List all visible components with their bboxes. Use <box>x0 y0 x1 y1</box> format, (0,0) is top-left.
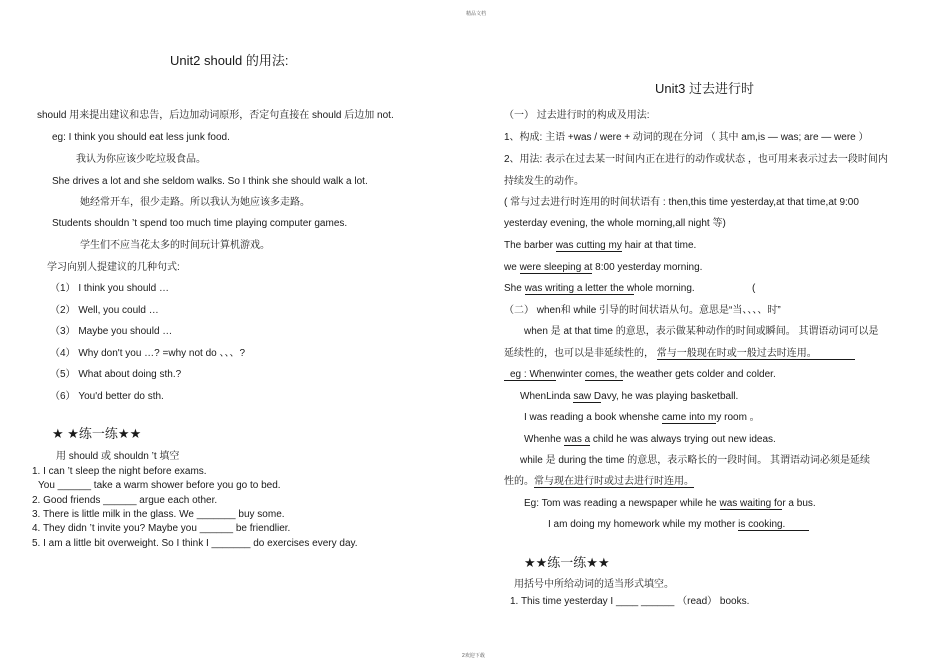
when-example-3 <box>524 411 760 424</box>
when-line-1: when 是 at that time 的意思，表示做某种动作的时间或瞬间。 其谓语动词可以是 <box>524 326 879 337</box>
example-sleeping <box>504 261 702 274</box>
underlined-text: were sleeping at <box>519 262 593 273</box>
while-line-1: while 是 during the time 的意思，表示略长的一段时间。 其谓语动词必须是延续 <box>520 455 871 466</box>
underlined-text: 常与现在进行时或过去进行时连用。 <box>534 476 694 487</box>
when-example-2 <box>520 390 738 403</box>
left-line-6: Students shouldn ’t spend too much time playing computer games. <box>52 218 348 229</box>
example-text: I am doing my homework <box>548 519 663 530</box>
example-text: The barber <box>504 240 556 251</box>
example-text: She <box>504 283 525 294</box>
left-line-13: （5） What about doing sth.? <box>50 369 182 380</box>
right-practice-1: 1. This time yesterday I ____ ______ （read） books. <box>510 596 750 607</box>
right-line-5: yesterday evening, the whole morning,all night 等) <box>504 218 726 229</box>
left-title: Unit2 should 的用法: <box>170 53 289 68</box>
left-practice-5: 5. I am a little bit overweight. So I think I _______ do exercises every day. <box>32 538 358 549</box>
example-text: I was reading a book <box>524 412 620 423</box>
example-text: hole morning. <box>634 283 695 294</box>
example-text: child he was always trying out new ideas. <box>590 434 776 445</box>
left-practice-4: 4. They didn ’t invite you? Maybe you ______ be friendlier. <box>32 523 291 534</box>
example-text: while <box>680 498 703 509</box>
left-line-10: （2） Well, you could … <box>50 305 159 316</box>
when-example-4 <box>524 433 776 446</box>
example-text: y room 。 <box>716 412 760 423</box>
example-text: he <box>702 498 720 509</box>
example-text: we <box>504 262 520 273</box>
left-line-11: （3） Maybe you should … <box>50 326 173 337</box>
example-text: my mother <box>685 519 739 530</box>
right-practice-instr: 用括号中所给动词的适当形式填空。 <box>514 579 674 590</box>
page-header: 精品文档 <box>466 11 487 17</box>
example-text: when <box>619 412 643 423</box>
example-text: Eg: Tom was reading a newspaper <box>524 498 681 509</box>
while-example-1 <box>524 497 816 510</box>
while-example-2 <box>548 518 809 531</box>
left-line-4: She drives a lot and she seldom walks. So I think she should walk a lot. <box>52 176 368 187</box>
while-line-2 <box>504 475 694 488</box>
example-text: he <box>550 434 565 445</box>
left-line-1: should 用来提出建议和忠告，后边加动词原形，否定句直接在 should 后边加 not. <box>37 110 394 121</box>
when-line-2 <box>504 347 855 360</box>
example-text: eg : When <box>504 369 556 381</box>
example-text: r a bus. <box>782 498 816 509</box>
left-practice-2: 2. Good friends ______ argue each other. <box>32 495 218 506</box>
underlined-text: was waiting fo <box>719 498 783 509</box>
example-text: he weather gets colder and colder. <box>622 369 776 380</box>
right-line-2: 2、用法: 表示在过去某一时间内正在进行的动作或状态 ，也可用来表示过去一段时间内 <box>504 154 888 165</box>
example-text: avy, he was playing basketball. <box>601 391 739 402</box>
open-paren: ( <box>752 283 756 294</box>
example-text: she <box>642 412 662 423</box>
left-line-2: eg: I think you should eat less junk food. <box>52 132 230 143</box>
left-line-5: 她经常开车，很少走路。所以我认为她应该多走路。 <box>80 197 310 208</box>
right-line-3: 持续发生的动作。 <box>504 176 584 187</box>
example-text: When <box>520 391 547 402</box>
right-title: Unit3 过去进行时 <box>655 81 754 96</box>
left-line-7: 学生们不应当花太多的时间玩计算机游戏。 <box>80 240 270 251</box>
underlined-text: saw D <box>573 391 602 402</box>
when-example-1 <box>504 368 776 381</box>
left-practice-instr: 用 should 或 shouldn ’t 填空 <box>56 451 180 462</box>
left-practice-title: ★ ★练一练★★ <box>52 426 142 441</box>
example-text: winter <box>555 369 586 380</box>
underlined-text: was writing a letter the w <box>524 283 635 294</box>
left-line-12: （4） Why don't you …? =why not do 、、、? <box>50 348 246 359</box>
example-text: hair at that time. <box>621 240 697 251</box>
while-text: 性的。 <box>504 476 534 487</box>
left-practice-1b: You ______ take a warm shower before you go to bed. <box>38 480 281 491</box>
underlined-text: was cutting my <box>555 240 622 251</box>
underlined-text: comes, t <box>585 369 623 380</box>
right-practice-title: ★★练一练★★ <box>524 555 610 570</box>
right-section-2: （二） when和 while 引导的时间状语从句。意思是“当、、、、时” <box>504 305 781 316</box>
example-text: 8:00 yesterday morning. <box>592 262 703 273</box>
left-line-14: （6） You'd better do sth. <box>50 391 164 402</box>
left-line-8: 学习向别人提建议的几种句式: <box>47 262 180 273</box>
example-text: while <box>662 519 686 530</box>
left-line-3: 我认为你应该少吃垃圾食品。 <box>76 154 206 165</box>
underlined-text: is cooking. <box>738 519 809 531</box>
page-footer: 2欢迎下载 <box>462 653 485 659</box>
example-text: When <box>524 434 551 445</box>
when-text: 延续性的，也可以是非延续性的， <box>504 348 657 359</box>
left-line-9: （1） I think you should … <box>50 283 169 294</box>
right-line-4: ( 常与过去进行时连用的时间状语有 : then,this time yesterday,at that time,at 9:00 <box>504 197 859 208</box>
right-section-1: （一） 过去进行时的构成及用法: <box>504 110 650 121</box>
left-practice-1: 1. I can ’t sleep the night before exams. <box>32 466 207 477</box>
example-text: Linda <box>546 391 574 402</box>
underlined-text: was a <box>564 434 591 445</box>
example-barber <box>504 239 696 252</box>
left-practice-3: 3. There is little milk in the glass. We _______ buy some. <box>32 509 285 520</box>
underlined-text: 常与一般现在时或一般过去时连用。 <box>657 348 855 360</box>
example-writing <box>504 282 695 295</box>
underlined-text: came into m <box>661 412 717 423</box>
right-line-1: 1、构成: 主语 +was / were + 动词的现在分词 （ 其中 am,is — was; are — were ） <box>504 132 869 143</box>
